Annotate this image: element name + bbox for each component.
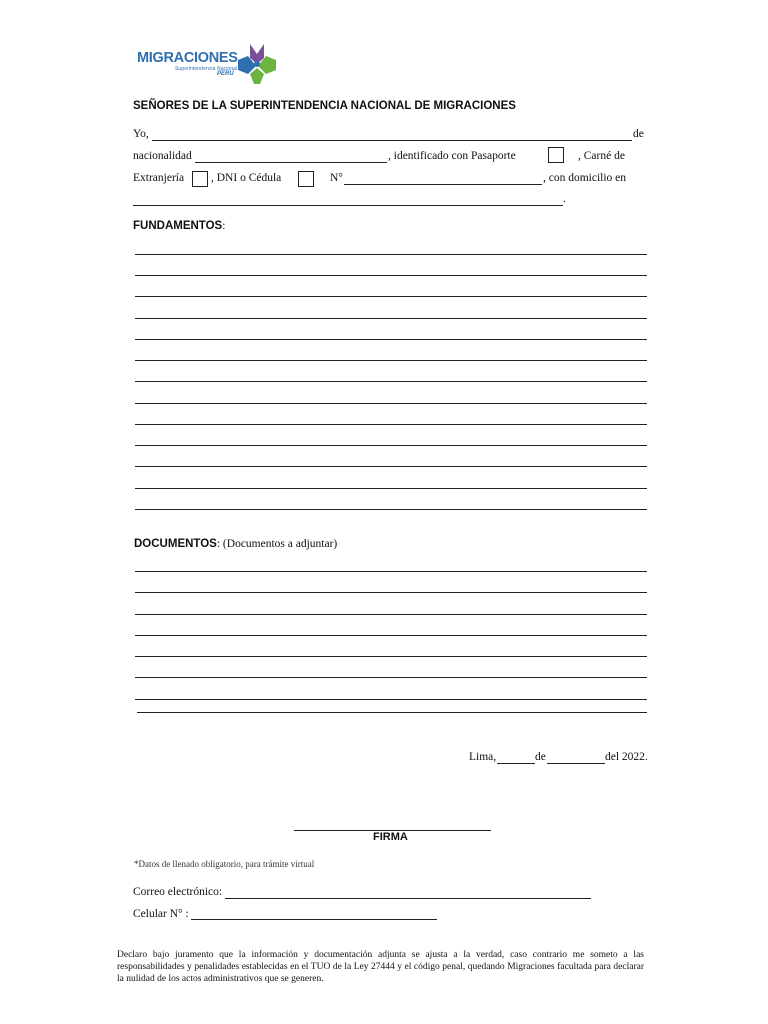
fundamentos-line[interactable] — [135, 254, 647, 255]
fundamentos-line[interactable] — [135, 296, 647, 297]
logo-name: MIGRACIONES — [137, 50, 238, 66]
carne-extranjeria-checkbox[interactable] — [192, 171, 208, 187]
fundamentos-line[interactable] — [135, 275, 647, 276]
phone-label: Celular N° : — [133, 908, 189, 920]
pasaporte-label: , identificado con Pasaporte — [388, 150, 516, 162]
de-label: de — [633, 128, 644, 140]
month-field-line[interactable] — [547, 763, 605, 764]
fundamentos-line[interactable] — [135, 466, 647, 467]
fundamentos-colon: : — [222, 220, 226, 232]
sworn-declaration: Declaro bajo juramento que la información y documentación adjunta se ajusta a la verdad, caso contrario me someto a las responsabilidades y penalidades establecidas en el TUO de la Ley 27444 y el código penal, quedando Migraciones facultada para declarar la nulidad de los actos administrativos que se generen. — [117, 950, 644, 984]
domicilio-label: , con domicilio en — [543, 172, 627, 184]
documentos-label: DOCUMENTOS — [134, 538, 217, 550]
domicilio-field-line[interactable] — [133, 205, 563, 206]
email-label: Correo electrónico: — [133, 886, 223, 898]
document-number-field-line[interactable] — [344, 184, 542, 185]
documentos-line[interactable] — [135, 699, 647, 700]
phone-field-line[interactable] — [191, 919, 437, 920]
firma-label: FIRMA — [373, 831, 408, 843]
carne-label: , Carné de — [578, 150, 625, 162]
day-field-line[interactable] — [497, 763, 535, 764]
documentos-line[interactable] — [135, 635, 647, 636]
nacionalidad-label: nacionalidad — [133, 150, 192, 162]
fundamentos-line[interactable] — [135, 403, 647, 404]
logo-subtitle: Superintendencia Nacional — [175, 66, 238, 72]
document-heading: SEÑORES DE LA SUPERINTENDENCIA NACIONAL DE MIGRACIONES — [133, 100, 516, 112]
name-field-line[interactable] — [152, 140, 632, 141]
fundamentos-line[interactable] — [135, 488, 647, 489]
documentos-line[interactable] — [135, 571, 647, 572]
nacionalidad-field-line[interactable] — [195, 162, 387, 163]
email-field-line[interactable] — [225, 898, 591, 899]
required-note: *Datos de llenado obligatorio, para trámite virtual — [134, 859, 315, 869]
extranjeria-label: Extranjería — [133, 172, 185, 184]
documentos-heading — [134, 538, 337, 550]
fundamentos-heading — [133, 220, 225, 232]
documentos-line[interactable] — [135, 677, 647, 678]
pasaporte-checkbox[interactable] — [548, 147, 564, 163]
fundamentos-line[interactable] — [135, 339, 647, 340]
fundamentos-line[interactable] — [135, 509, 647, 510]
fundamentos-line[interactable] — [135, 424, 647, 425]
documentos-line[interactable] — [135, 656, 647, 657]
lima-label: Lima, — [469, 751, 497, 763]
dni-checkbox[interactable] — [298, 171, 314, 187]
year-label: del 2022. — [605, 751, 648, 763]
dni-label: , DNI o Cédula — [211, 172, 282, 184]
fundamentos-line[interactable] — [135, 445, 647, 446]
fundamentos-line[interactable] — [135, 381, 647, 382]
documentos-line[interactable] — [137, 712, 647, 713]
logo-emblem-icon — [236, 40, 278, 86]
documentos-line[interactable] — [135, 614, 647, 615]
numero-label: N° — [330, 172, 343, 184]
documentos-note: : (Documentos a adjuntar) — [216, 538, 338, 550]
logo-country: PERÚ — [217, 71, 234, 77]
domicilio-end: . — [563, 193, 566, 205]
fundamentos-label: FUNDAMENTOS — [133, 220, 223, 232]
date-de-label: de — [535, 751, 546, 763]
yo-label: Yo, — [133, 128, 149, 140]
fundamentos-line[interactable] — [135, 360, 647, 361]
fundamentos-line[interactable] — [135, 318, 647, 319]
documentos-line[interactable] — [135, 592, 647, 593]
